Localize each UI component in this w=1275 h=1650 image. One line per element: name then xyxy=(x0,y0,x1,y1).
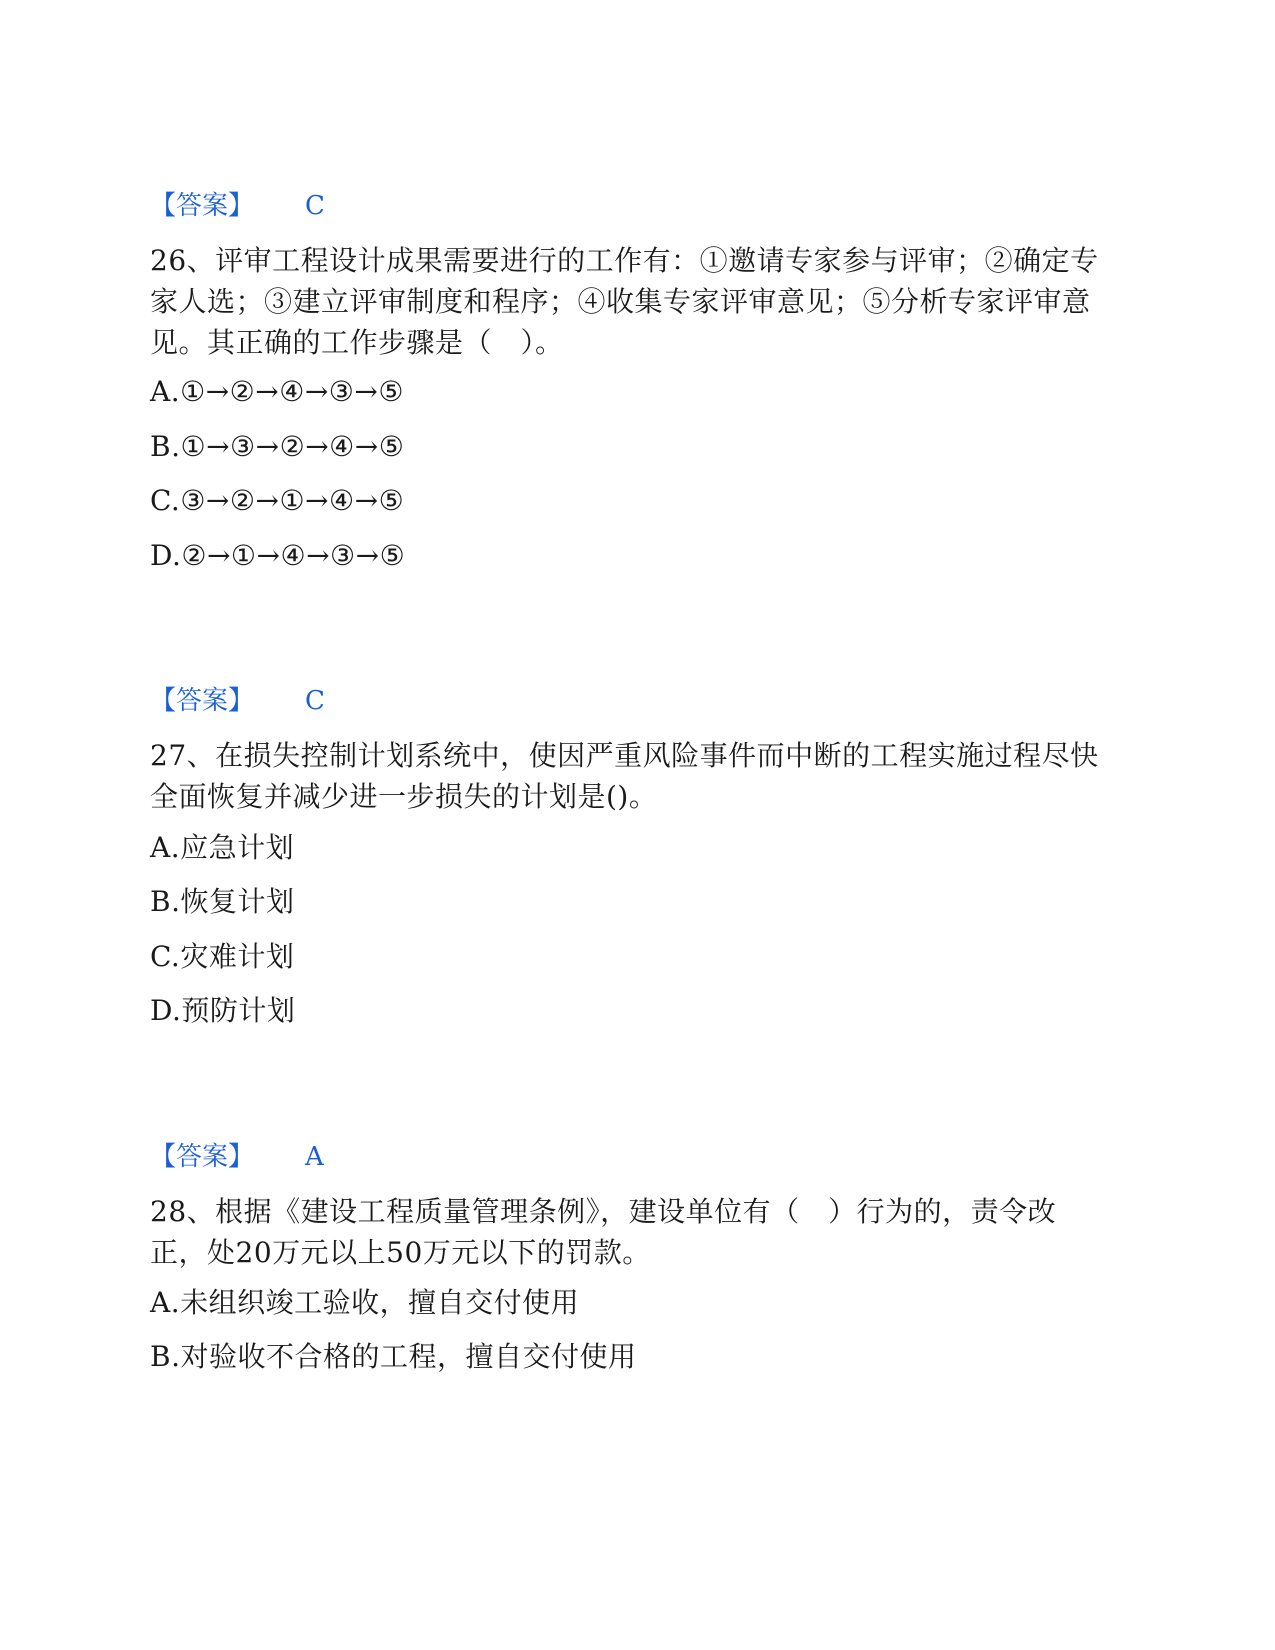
option-b: B.①→③→②→④→⑤ xyxy=(150,430,405,463)
option-a: A.①→②→④→③→⑤ xyxy=(150,375,404,408)
answer-value: C xyxy=(305,686,325,716)
option-b: B.对验收不合格的工程，擅自交付使用 xyxy=(150,1340,637,1373)
answer-line xyxy=(150,684,325,718)
question-26: 26、评审工程设计成果需要进行的工作有：①邀请专家参与评审；②确定专家人选；③建立评审制度和程序；④收集专家评审意见；⑤分析专家评审意见。其正确的工作步骤是（ ）。 xyxy=(150,244,1099,359)
option-a: A.应急计划 xyxy=(150,831,295,864)
option-b: B.恢复计划 xyxy=(150,885,295,918)
question-28: 28、根据《建设工程质量管理条例》，建设单位有（ ）行为的，责令改正，处20万元以上50万元以下的罚款。 xyxy=(150,1195,1057,1269)
option-c: C.灾难计划 xyxy=(150,940,295,973)
answer-label: 【答案】 xyxy=(150,686,255,716)
answer-value: C xyxy=(305,191,325,221)
question-27: 27、在损失控制计划系统中，使因严重风险事件而中断的工程实施过程尽快全面恢复并减少进一步损失的计划是()。 xyxy=(150,739,1099,813)
option-a: A.未组织竣工验收，擅自交付使用 xyxy=(150,1286,580,1319)
answer-line xyxy=(150,189,325,223)
answer-label: 【答案】 xyxy=(150,191,255,221)
answer-value: A xyxy=(305,1142,324,1172)
answer-line xyxy=(150,1140,324,1174)
option-c: C.③→②→①→④→⑤ xyxy=(150,484,405,517)
answer-label: 【答案】 xyxy=(150,1142,255,1172)
option-d: D.预防计划 xyxy=(150,994,296,1027)
option-d: D.②→①→④→③→⑤ xyxy=(150,539,406,572)
